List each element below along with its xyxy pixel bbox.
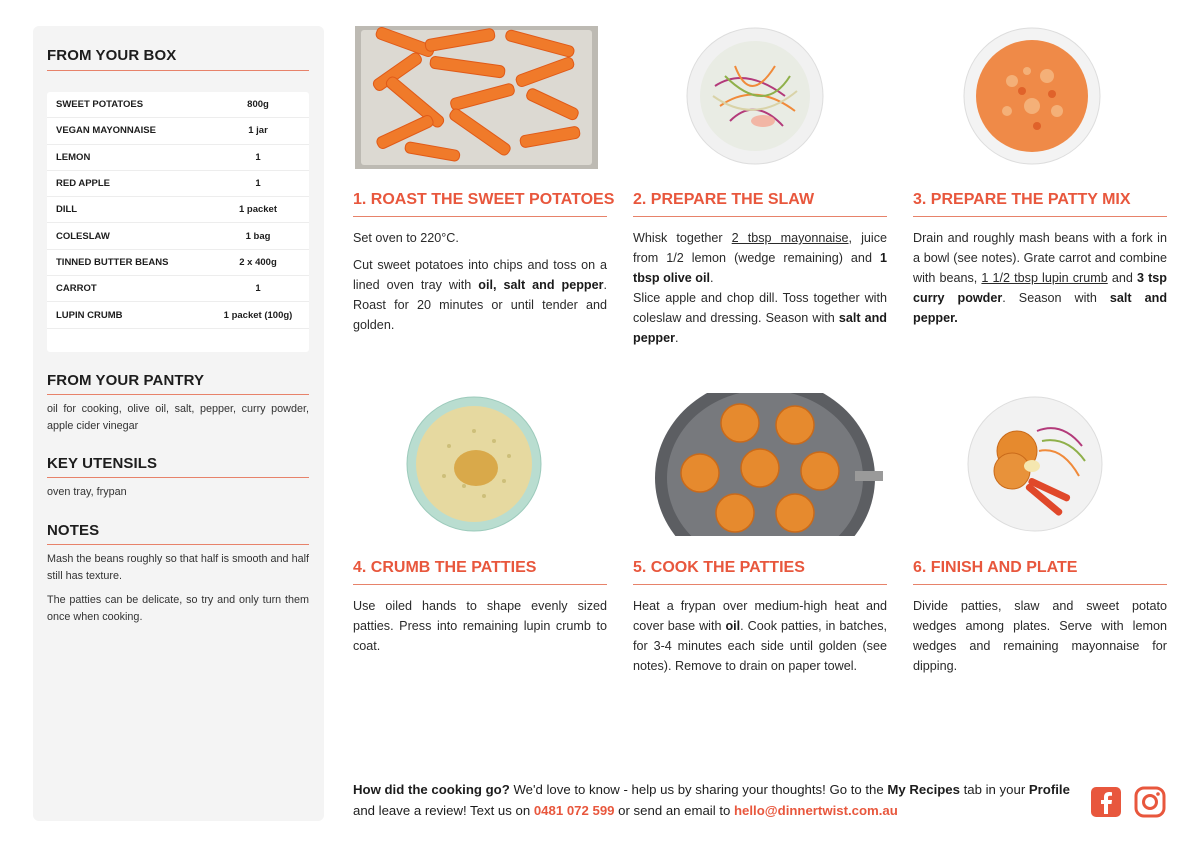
divider [47,544,309,545]
patty-mix-bowl-photo [962,26,1102,166]
ingredient-row [47,171,309,197]
frypan-patties-photo [655,393,883,536]
note-1: Mash the beans roughly so that half is smooth and half still has texture. [47,553,309,582]
ingredient-row [47,223,309,249]
instagram-icon[interactable] [1134,786,1166,823]
ingredient-row [47,197,309,223]
ingredient-name: CARROT [56,283,97,295]
instruction-paragraph: Drain and roughly mash beans with a fork in a bowl (see notes). Grate carrot and combine with beans, 1 1/2 tbsp lupin crumb and 3 tsp curry powder. Season with salt and pepper. [913,231,1168,325]
divider [913,584,1167,585]
ingredient-qty: 1 [255,178,261,190]
instruction-paragraph: Cut sweet potatoes into chips and toss on a lined oven tray with oil, salt and pepper. Roast for 20 minutes or until tender and golden. [353,258,607,332]
ingredient-qty: 2 x 400g [239,256,277,268]
step-3-instructions [913,228,1167,335]
step-2-instructions [633,228,887,355]
instruction-paragraph: Set oven to 220°C. [353,231,459,245]
step-3-title: 3. PREPARE THE PATTY MIX [913,191,1131,208]
divider [913,216,1167,217]
notes-title: NOTES [47,522,100,539]
divider [353,216,607,217]
plated-dish-photo [967,396,1104,533]
instruction-paragraph: Divide patties, slaw and sweet potato wedges among plates. Serve with lemon wedges and remaining mayonnaise for dipping. [913,599,1167,673]
divider [47,70,309,71]
divider [353,584,607,585]
ingredient-row [47,302,309,328]
ingredient-name: RED APPLE [56,178,111,190]
divider [633,216,887,217]
utensils-title: KEY UTENSILS [47,455,158,472]
ingredient-table [47,92,309,352]
step-1-instructions [353,228,607,342]
step-4-instructions [353,596,607,663]
ingredient-qty: 800g [247,99,269,111]
pantry-title: FROM YOUR PANTRY [47,372,205,389]
ingredient-name: SWEET POTATOES [56,99,144,111]
note-2: The patties can be delicate, so try and only turn them once when cooking. [47,594,309,623]
ingredient-qty: 1 packet (100g) [223,309,293,321]
ingredient-name: COLESLAW [56,230,110,242]
instruction-paragraph: Use oiled hands to shape evenly sized patties. Press into remaining lupin crumb to coat. [353,599,607,653]
pantry-text: oil for cooking, olive oil, salt, pepper, curry powder, apple cider vinegar [47,403,309,432]
step-6-title: 6. FINISH AND PLATE [913,559,1078,576]
ingredient-row [47,276,309,302]
step-6-instructions [913,596,1167,683]
crumb-bowl-photo [404,396,544,533]
ingredient-row [47,118,309,144]
ingredient-row [47,250,309,276]
box-title: FROM YOUR BOX [47,47,177,64]
divider [633,584,887,585]
step-5-title: 5. COOK THE PATTIES [633,559,805,576]
ingredient-name: VEGAN MAYONNAISE [56,125,156,137]
step-5-instructions [633,596,887,683]
ingredient-name: DILL [56,204,78,216]
utensils-text: oven tray, frypan [47,486,127,498]
slaw-bowl-photo [685,26,825,166]
step-4-title: 4. CRUMB THE PATTIES [353,559,537,576]
instruction-paragraph: Heat a frypan over medium-high heat and cover base with oil. Cook patties, in batches, for 3-4 minutes each side until golden (see notes). Remove to drain on paper towel. [633,599,887,673]
step-1-title: 1. ROAST THE SWEET POTATOES [353,191,615,208]
roasted-sweet-potato-tray-photo [355,26,598,169]
ingredient-name: LEMON [56,151,91,163]
facebook-icon[interactable] [1090,786,1122,823]
ingredient-name: LUPIN CRUMB [56,309,123,321]
ingredients-sidebar [33,26,324,821]
ingredient-row [47,145,309,171]
ingredient-qty: 1 jar [248,125,268,137]
ingredient-name: TINNED BUTTER BEANS [56,256,169,268]
ingredient-qty: 1 packet [238,204,278,216]
ingredient-qty: 1 bag [245,230,271,242]
ingredient-row [47,92,309,118]
ingredient-qty: 1 [255,151,261,163]
divider [47,394,309,395]
step-2-title: 2. PREPARE THE SLAW [633,191,815,208]
ingredient-qty: 1 [255,283,261,295]
feedback-footer: How did the cooking go? We'd love to know - help us by sharing your thoughts! Go to the My Recipes tab in your Profile and leave a review! Text us on 0481 072 599 or send an email to hello@dinnertwist.com.au [353,782,1070,818]
instruction-paragraph: Whisk together 2 tbsp mayonnaise, juice from 1/2 lemon (wedge remaining) and 1 tbsp olive oil. Slice apple and chop dill. Toss together with coleslaw and dressing. Season with salt and pepper. [633,231,888,345]
divider [47,477,309,478]
